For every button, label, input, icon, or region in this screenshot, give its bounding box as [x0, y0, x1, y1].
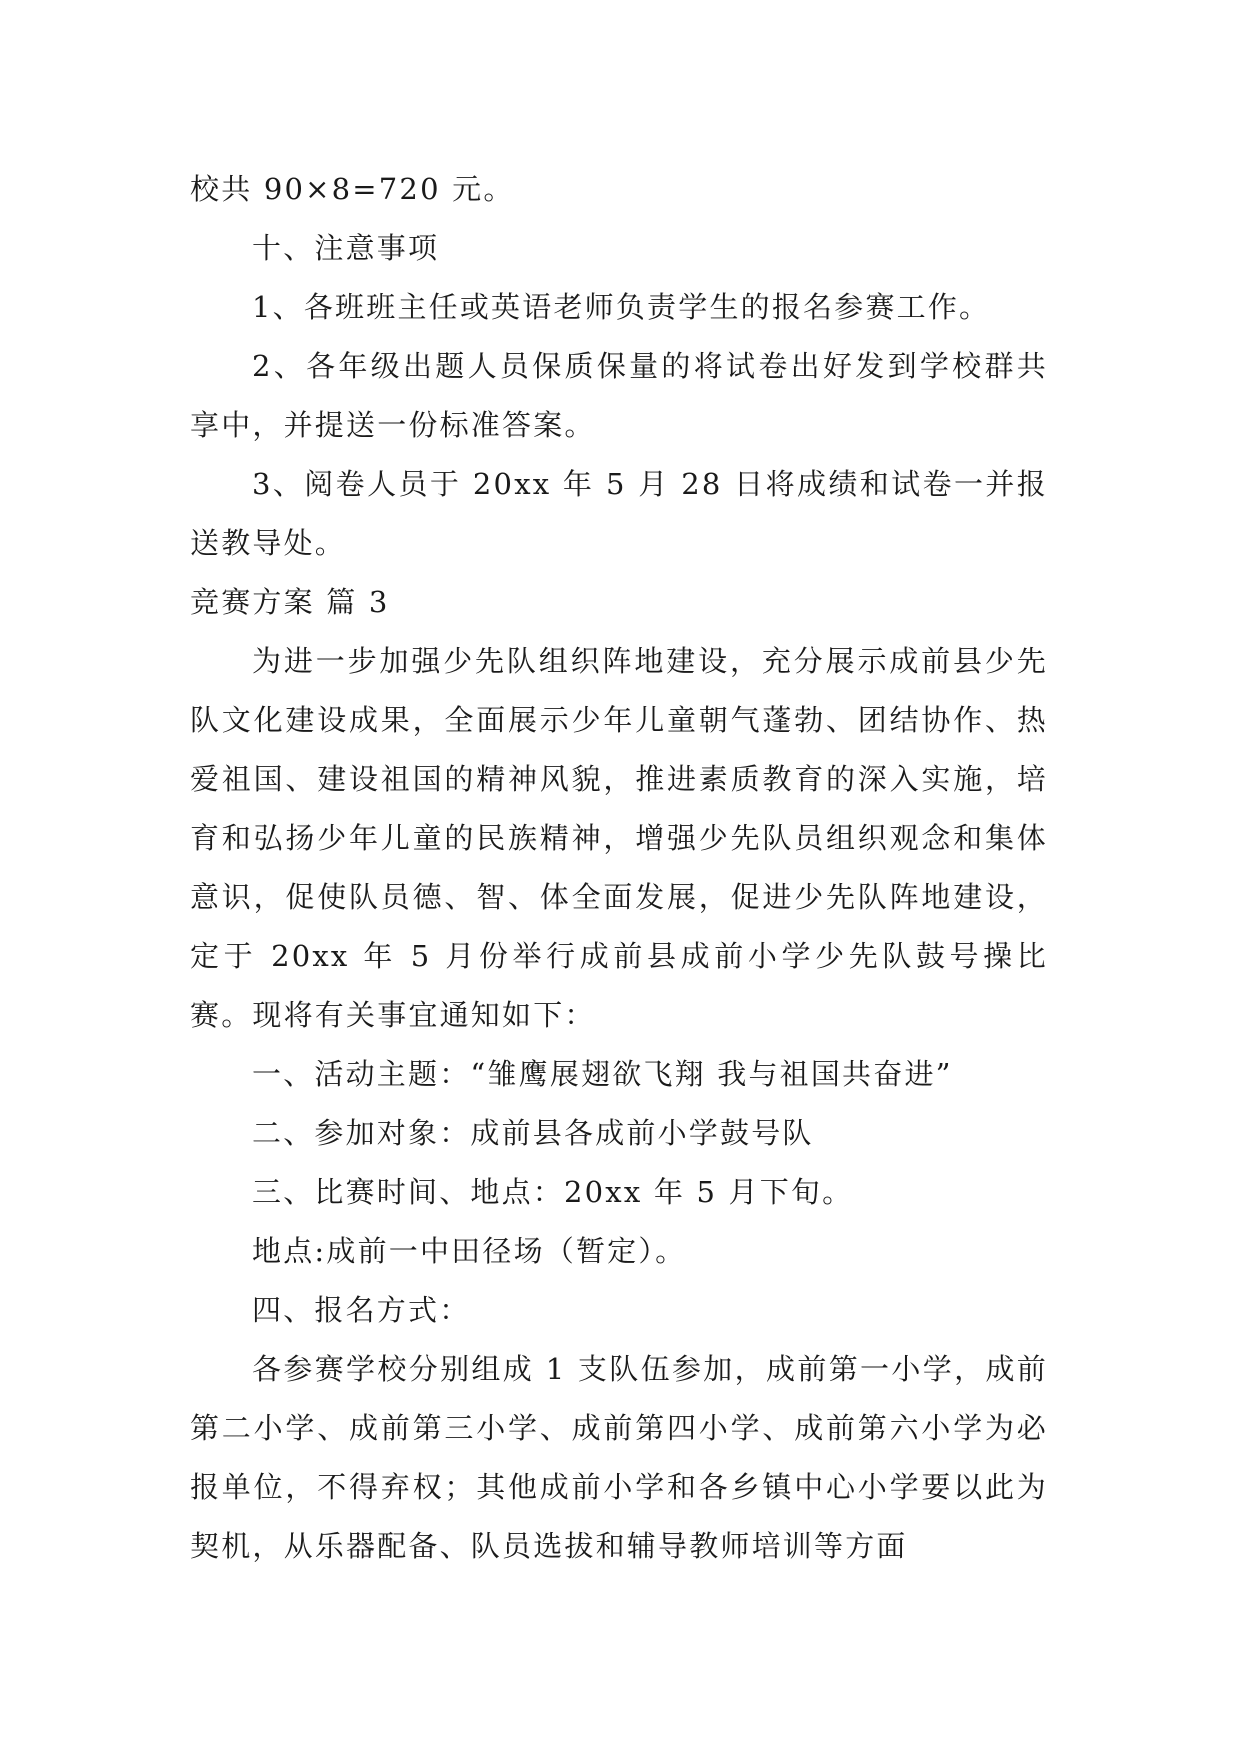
paragraph-note-2: 2、各年级出题人员保质保量的将试卷出好发到学校群共享中，并提送一份标准答案。 — [190, 349, 1048, 442]
paragraph-note-1: 1、各班班主任或英语老师负责学生的报名参赛工作。 — [252, 290, 991, 324]
paragraph-location: 地点:成前一中田径场（暂定）。 — [252, 1234, 687, 1268]
paragraph-time: 三、比赛时间、地点：20xx 年 5 月下旬。 — [252, 1175, 854, 1209]
section-heading-notes: 十、注意事项 — [252, 231, 440, 265]
paragraph-registration-heading: 四、报名方式： — [252, 1293, 471, 1327]
paragraph-continuation: 校共 90×8=720 元。 — [190, 172, 515, 206]
article-title: 竞赛方案 篇 3 — [190, 585, 390, 619]
paragraph-registration-detail: 各参赛学校分别组成 1 支队伍参加，成前第一小学，成前第二小学、成前第三小学、成前第四小学、成前第六小学为必报单位，不得弃权；其他成前小学和各乡镇中心小学要以此为契机，从乐器配备、队员选拔和辅导教师培训等方面 — [190, 1352, 1048, 1563]
paragraph-participants: 二、参加对象：成前县各成前小学鼓号队 — [252, 1116, 814, 1150]
paragraph-theme: 一、活动主题：“雏鹰展翅欲飞翔 我与祖国共奋进” — [252, 1057, 953, 1091]
paragraph-note-3: 3、阅卷人员于 20xx 年 5 月 28 日将成绩和试卷一并报送教导处。 — [190, 467, 1048, 560]
document-body — [190, 160, 1048, 1576]
paragraph-intro: 为进一步加强少先队组织阵地建设，充分展示成前县少先队文化建设成果，全面展示少年儿童朝气蓬勃、团结协作、热爱祖国、建设祖国的精神风貌，推进素质教育的深入实施，培育和弘扬少年儿童的民族精神，增强少先队员组织观念和集体意识，促使队员德、智、体全面发展，促进少先队阵地建设，定于 20xx 年 5 月份举行成前县成前小学少先队鼓号操比赛。现将有关事宜通知如下： — [190, 644, 1048, 1032]
